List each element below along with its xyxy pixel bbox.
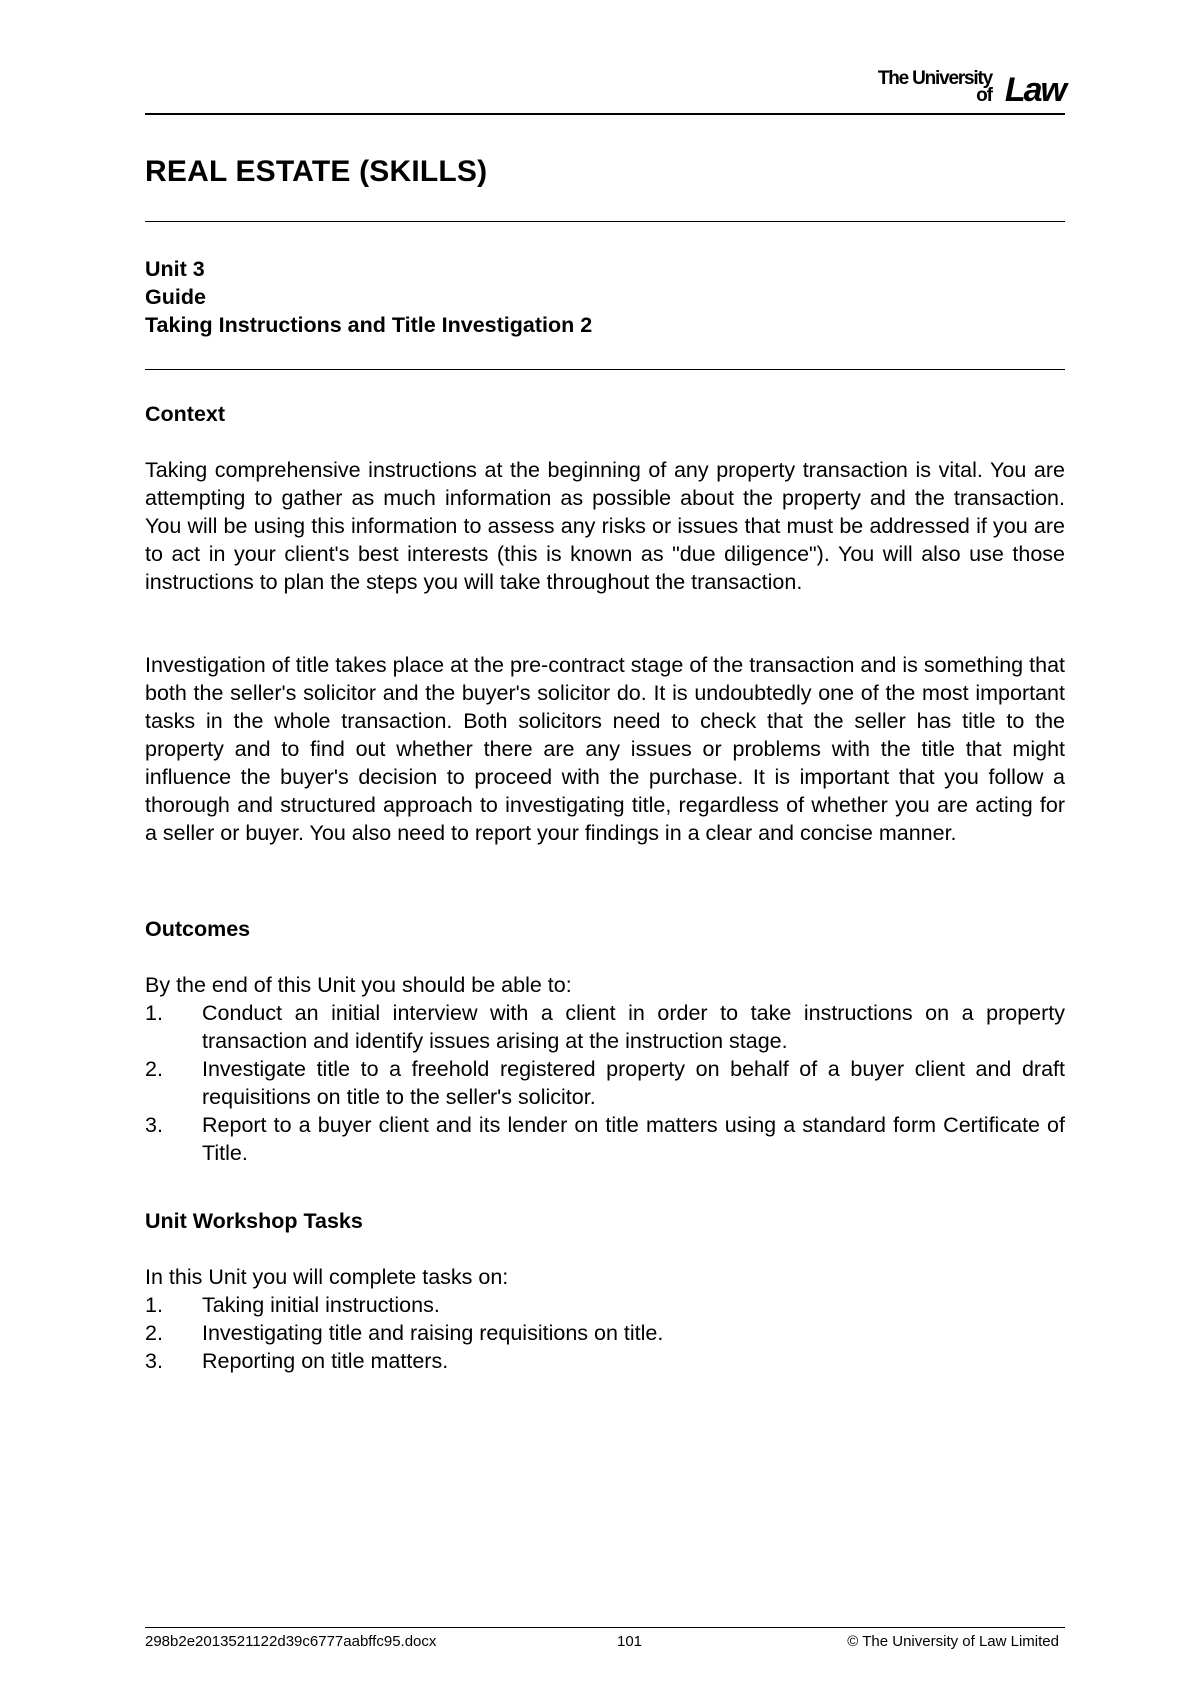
list-item xyxy=(145,1347,1065,1375)
list-item-text: Report to a buyer client and its lender on title matters using a standard form Certificate of Title. xyxy=(202,1113,1065,1165)
unit-heading-block xyxy=(145,255,592,339)
list-item-number: 2. xyxy=(145,1057,163,1081)
list-item xyxy=(145,1291,1065,1319)
footer-page-number: 101 xyxy=(617,1633,643,1650)
list-item-number: 3. xyxy=(145,1349,163,1373)
document-title: REAL ESTATE (SKILLS) xyxy=(145,155,488,188)
unit-rule xyxy=(145,369,1065,370)
unit-number: Unit 3 xyxy=(145,257,205,281)
list-item-text: Taking initial instructions. xyxy=(202,1293,440,1317)
context-paragraph-2: Investigation of title takes place at the pre-contract stage of the transaction and is something that both the seller's solicitor and the buyer's solicitor do. It is undoubtedly one of the most important tasks in the whole transaction. Both solicitors need to check that the seller has title to the property and to find out whether there are any issues or problems with the title that might influence the buyer's decision to proceed with the purchase. It is important that you follow a thorough and structured approach to investigating title, regardless of whether you are acting for a seller or buyer. You also need to report your findings in a clear and concise manner. xyxy=(145,653,1065,845)
list-item xyxy=(145,999,1065,1055)
context-paragraph-1: Taking comprehensive instructions at the beginning of any property transaction is vital. You are attempting to gather as much information as possible about the property and the transaction. You will be using this information to assess any risks or issues that must be addressed if you are to act in your client's best interests (this is known as "due diligence"). You will also use those instructions to plan the steps you will take throughout the transaction. xyxy=(145,458,1065,594)
university-logo xyxy=(855,64,1065,110)
logo-text-of: of xyxy=(976,85,992,106)
tasks-intro: In this Unit you will complete tasks on: xyxy=(145,1265,509,1289)
unit-name: Taking Instructions and Title Investigation 2 xyxy=(145,313,593,337)
outcomes-list xyxy=(145,999,1065,1167)
logo-text-law: Law xyxy=(1004,71,1065,109)
tasks-list xyxy=(145,1291,1065,1375)
list-item-text: Investigating title and raising requisitions on title. xyxy=(202,1321,664,1345)
list-item-number: 3. xyxy=(145,1113,163,1137)
footer-filename: 298b2e2013521122d39c6777aabffc95.docx xyxy=(145,1633,437,1650)
list-item-number: 1. xyxy=(145,1001,163,1025)
footer-copyright: © The University of Law Limited xyxy=(847,1633,1059,1650)
footer-rule xyxy=(145,1627,1065,1628)
document-page xyxy=(145,0,1065,1698)
list-item-text: Investigate title to a freehold registered property on behalf of a buyer client and draft requisitions on title to the seller's solicitor. xyxy=(202,1057,1065,1109)
list-item xyxy=(145,1111,1065,1167)
list-item-text: Reporting on title matters. xyxy=(202,1349,449,1373)
list-item xyxy=(145,1319,1065,1347)
list-item-text: Conduct an initial interview with a client in order to take instructions on a property transaction and identify issues arising at the instruction stage. xyxy=(202,1001,1065,1053)
title-rule xyxy=(145,221,1065,222)
header-rule xyxy=(145,113,1065,115)
list-item-number: 1. xyxy=(145,1293,163,1317)
outcomes-intro: By the end of this Unit you should be able to: xyxy=(145,973,572,997)
outcomes-heading: Outcomes xyxy=(145,917,251,941)
context-heading: Context xyxy=(145,402,226,426)
unit-type: Guide xyxy=(145,285,206,309)
list-item xyxy=(145,1055,1065,1111)
list-item-number: 2. xyxy=(145,1321,163,1345)
logo-text-the-university: The University xyxy=(877,68,992,89)
tasks-heading: Unit Workshop Tasks xyxy=(145,1209,363,1233)
